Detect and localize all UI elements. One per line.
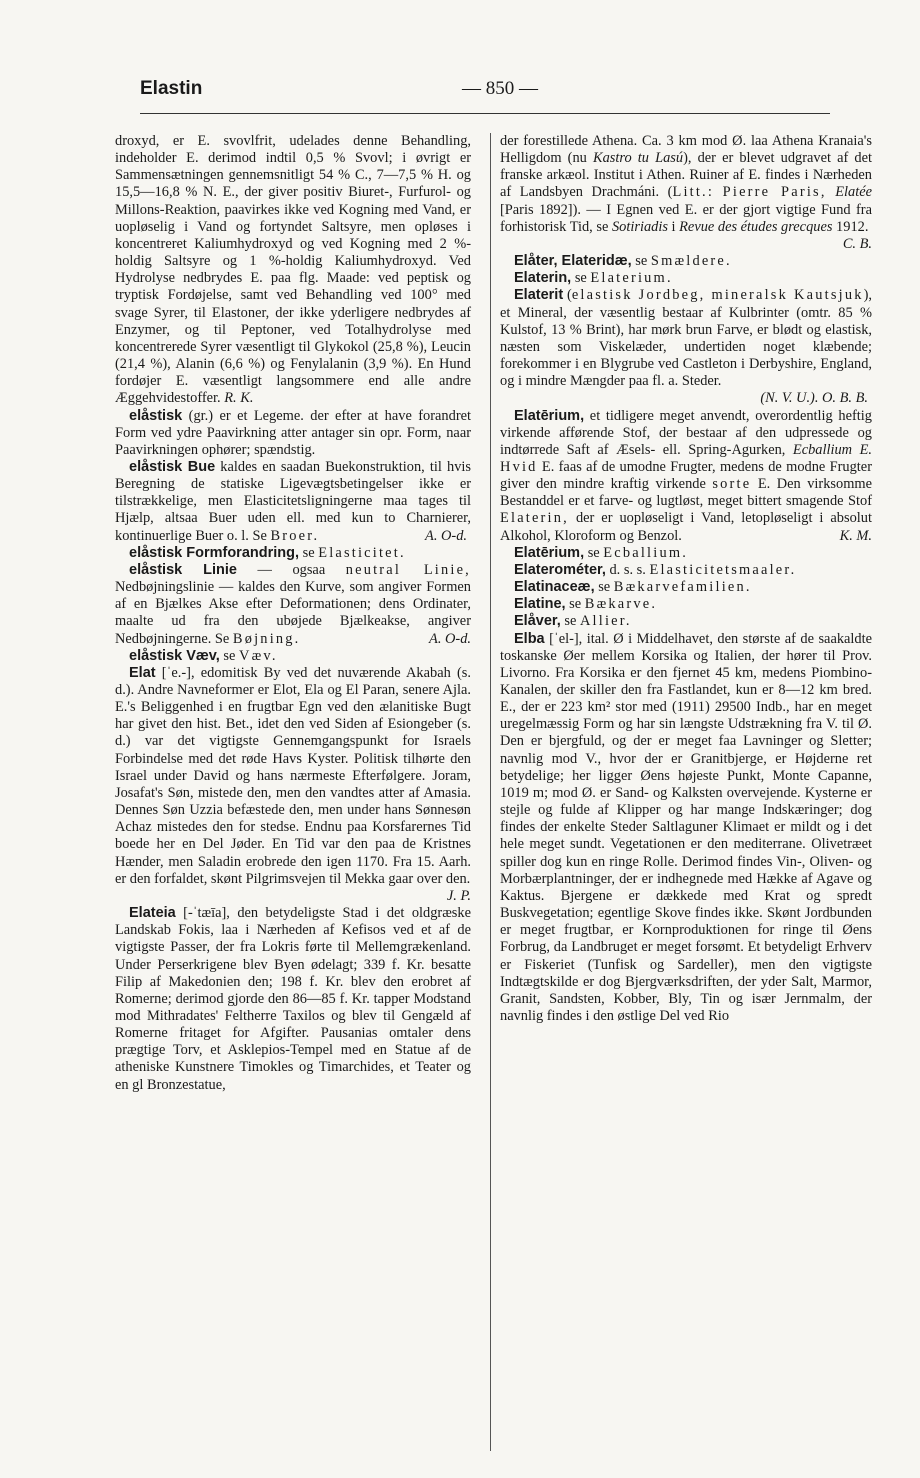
author-signature: K. M. [839, 527, 872, 544]
headword: Elatine, [514, 596, 566, 613]
cross-reference: Bækarve. [584, 596, 658, 613]
author-signature: C. B. [842, 235, 872, 252]
entry-elatinaceae: Elatinaceæ, se Bækarvefamilien. [514, 579, 752, 596]
entry-elater: Elåter, Elateridæ, se Smældere. [514, 253, 732, 270]
headword: Elatērium, [514, 407, 585, 424]
headword: Elaterométer, [514, 561, 606, 578]
headword: Elaterin, [514, 270, 572, 287]
headword: Elaterit [514, 287, 564, 304]
headword: elåstisk Bue [129, 458, 216, 475]
entry-elastisk-bue: elåstisk Bue kaldes en saadan Buekonstruktion, til hvis Beregning de statiske Ligevægtsbetingelser ikke er tilstrækkelige, men Elasticitetsligningerne maa tages til Hjælp, altsaa Buer uden ell. med kun to Charnierer, kontinuerlige Buer o. l. Se Broer. A. O-d. [115, 458, 471, 544]
entry-elastisk: elåstisk (gr.) er et Legeme. der efter at have forandret Form ved ydre Paavirkning atter antager sin opr. Form, naar Paavirkningen ophører; spændstig. [115, 407, 471, 458]
entry-elaterium-2: Elatērium, se Ecballium. [514, 544, 689, 561]
cross-reference: Ecballium. [603, 544, 689, 561]
cross-reference: Allier. [579, 613, 632, 630]
headword: Elatērium, [514, 544, 585, 561]
headword: Elat [129, 664, 156, 681]
entry-elastisk-formforandring: elåstisk Formforandring, se Elasticitet. [129, 544, 406, 561]
cross-reference: neutral Linie, [345, 561, 471, 578]
running-header [140, 78, 830, 108]
headword: elåstisk Linie [129, 561, 237, 578]
running-headword: Elastin [140, 78, 203, 99]
headword: Elåter, Elateridæ, [514, 253, 632, 270]
left-column [115, 133, 471, 1094]
author-signature: (N. V. U.). O. B. B. [760, 390, 868, 407]
cross-reference: Elasticitetsmaaler. [649, 561, 797, 578]
entry-elba: Elba [ˈel-], ital. Ø i Middelhavet, den største af de saakaldte toskanske Øer mellem Korsika og Italien, der hører til Prov. Livorno. Fra Korsika er den fjernet 45 km, medens Piombino-Kanalen, der skiller den fra Fastlandet, kun er 8—12 km bred. E., der er 223 km² stor med (1911) 29500 Indb., har en meget uregelmæssig Form og har sin længste Udstrækning fra V. til Ø. Den er bjergfuld, og der er meget faa Lavninger og Sletter; navnlig mod V., hvor der er Granitbjerge, er Højderne ret betydelige; her ligger Øens højeste Punkt, Monte Capanne, 1019 m; mod Ø. er Sand- og Kalksten overvejende. Kysterne er stejle og fulde af Klipper og har mange Indskæringer; dog findes der enkelte Steder Saltlaguner Klimaet er mildt og i det hele meget sundt. Vegetationen er den mediterrane. Olivetræet spiller dog kun en ringe Rolle. Derimod findes Vin-, Oliven- og Morbærplantninger, der er indhegnede med Hække af Agave og Kaktus. Bjergene er dækkede med Krat og spredt Buskvegetation; egentlige Skove findes ikke. Skønt Jordbunden er meget frugtbar, er Kornproduktionen for ringe til Øens Forbrug, da Landbruget er meget forsømt. Et betydeligt Erhverv er Fiskeriet (Tunfisk og Sardeller), men den vigtigste Indtægtskilde er dog Bjergværksdriften, der yder Salt, Marmor, Granit, Sandsten, Kobber, Bly, Tin og især Jernmalm, der navnlig findes i den østlige Del ved Rio [500, 630, 872, 1024]
author-signature: J. P. [446, 887, 471, 904]
cross-reference: Elasticitet. [318, 544, 406, 561]
continued-entry: der forestillede Athena. Ca. 3 km mod Ø. laa Athena Kranaia's Helligdom (nu Kastro tu Lasú), der er blevet udgravet af det franske arkæol. Institut i Athen. Ruiner af E. findes i Nærheden af Landsbyen Drachmáni. (Litt.: Pierre Paris, Elatée [Paris 1892]). — I Egnen ved E. er der gjort vigtige Fund fra forhistorisk Tid, se Sotiriadis i Revue des études grecques 1912. C. B. [500, 133, 872, 252]
headword: Elateia [129, 905, 176, 922]
author-signature: A. O-d. [425, 527, 467, 544]
cross-reference: Bækarvefamilien. [613, 579, 752, 596]
right-column [500, 133, 872, 1025]
author-signature: R. K. [224, 390, 254, 407]
headword: Elåver, [514, 613, 561, 630]
cross-reference: Bøjning. [232, 630, 301, 647]
entry-elaterometer: Elaterométer, d. s. s. Elasticitetsmaaler. [514, 561, 797, 578]
column-divider [490, 133, 491, 1451]
headword: elåstisk Væv, [129, 647, 220, 664]
entry-elastisk-vaev: elåstisk Væv, se Væv. [129, 647, 278, 664]
entry-elateia: Elateia [-ˈtæīa], den betydeligste Stad i det oldgræske Landskab Fokis, laa i Nærheden af Kefisos ved et af de vigtigste Passer, der fra Lokris førte til Mellemgrækenland. Under Perserkrigene blev Byen ødelagt; 339 f. Kr. besatte Filip af Makedonien den; 198 f. Kr. blev den erobret af Romerne; derimod gjorde den 86—85 f. Kr. tapper Modstand mod Mithradates' Feltherre Taxilos og blev til Gengæld af Romerne fritaget for Afgifter. Pausanias omtaler dens prægtige Torv, et Asklepios-Tempel med en Statue af de atheniske Kunstnere Timokles og Timarchides, et Teater og en gl Bronzestatue, [115, 905, 471, 1093]
entry-elaterin: Elaterin, se Elaterium. [514, 270, 673, 287]
headword: Elatinaceæ, [514, 579, 595, 596]
cross-reference: Broer. [270, 527, 320, 544]
entry-elastisk-linie: elåstisk Linie — ogsaa neutral Linie, Nedbøjningslinie — kaldes den Kurve, som angiver Formen af en Bjælkes Akse efter Deformationen; dens Ordinater, maalte ud fra den ubøjede Bjælkeakse, angiver Nedbøjningerne. Se Bøjning. A. O-d. [115, 561, 471, 647]
entry-elat: Elat [ˈe.-], edomitisk By ved det nuværende Akabah (s. d.). Andre Navneformer er Elot, Ela og El Paran, senere Ajla. E.'s Beliggenhed i en frugtbar Egn ved den ælanitiske Bugt har givet den hist. Bet., idet den ved Siden af Esiongeber (s. d.) var det vigtigste Gennemgangspunkt for Israels Forbindelse med det røde Havs Kyster. Politisk tilhørte den Israel under David og hans nærmeste Efterfølgere. Joram, Josafat's Søn, mistede den, men den vandtes atter af Amasia. Dennes Søn Uzzia befæstede den, men under hans Sønnesøn Achaz mistedes den for stedse. Endnu paa Korsfarernes Tid boede her en Del Jøder. En Tid var den paa de Kristnes Hænder, men Saladin erobrede den igen 1170. Fra 15. Aarh. er den forfaldet, skønt Pilgrimsvejen til Mekka gaar over den. J. P. [115, 664, 471, 904]
headword: elåstisk Formforandring, [129, 544, 300, 561]
page-number: — 850 — [462, 78, 538, 99]
cross-reference: Smældere. [650, 253, 732, 270]
entry-elaver: Elåver, se Allier. [514, 613, 632, 630]
cross-reference: Væv. [239, 647, 278, 664]
header-rule [140, 113, 830, 114]
entry-elaterit: Elaterit (elastisk Jordbeg, mineralsk Kautsjuk), et Mineral, der væsentlig bestaar af Kulbrinter (omtr. 85 % Kulstof, 13 % Brint), har mørk brun Farve, er blødt og elastisk, næsten som Viskelæder, undertiden noget klæbende; forekommer i en Blygrube ved Castleton i Derbyshire, England, og i mindre Mængder paa fl. a. Steder. (N. V. U.). O. B. B. [500, 287, 873, 407]
author-signature: A. O-d. [429, 630, 471, 647]
entry-elaterium: Elatērium, et tidligere meget anvendt, overordentlig heftig virkende afførende Stof, der bestaar af den udpressede og indtørrede Saft af Æsels- ell. Spring-Agurken, Ecballium E. Hvid E. faas af de umodne Frugter, medens de modne Frugter giver den mindre kraftig virkende sorte E. Den virksomme Bestanddel er et farve- og lugtløst, meget bittert smagende Stof Elaterin, der er uopløseligt i Vand, letopløseligt i absolut Alkohol, Kloroform og Benzol. K. M. [500, 407, 872, 544]
entry-elatine: Elatine, se Bækarve. [514, 596, 658, 613]
cross-reference: Elaterium. [590, 270, 673, 287]
headword: elåstisk [129, 407, 183, 424]
continued-entry: droxyd, er E. svovlfrit, udelades denne Behandling, indeholder E. derimod indtil 0,5 % Svovl; i øvrigt er Sammensætningen gennemsnitligt 54 % C., 7—7,5 % H. og 15,5—16,8 % N. E., der giver positiv Biuret-, Furfurol- og Millons-Reaktion, paavirkes ikke ved Kogning med Vand, er uopløselig i Vand og fortyndet Saltsyre, men opløses i koncentreret Kaliumhydroxyd og ved Kogning med 2 %-holdig Saltsyre og 1 %-holdig Kaliumhydroxyd. Ved Hydrolyse nedbrydes E. paa flg. Maade: ved peptisk og tryptisk Fordøjelse, samt ved Behandling ved 100° med svage Syrer, til Elastoner, der ikke yderligere nedbrydes af Enzymer, og til Peptoner, ved Totalhydrolyse med koncentrerede Syrer væsentligt til Glykokol (25,8 %), Leucin (21,4 %), Alanin (6,6 %) og Fenylalanin (3,9 %). En Hund fordøjer E. væsentligt langsommere end alle andre Æggehvidestoffer. R. K. [115, 133, 471, 407]
headword: Elba [514, 630, 545, 647]
